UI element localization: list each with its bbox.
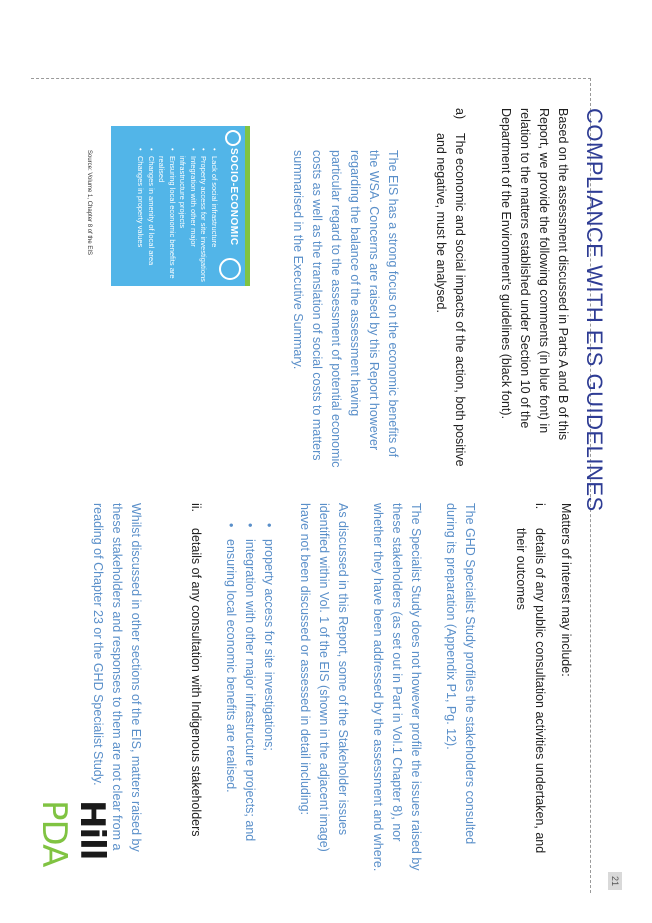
bullet-item: • integration with other major infrastructure projects; and: [240, 523, 259, 841]
infographic-item: • Property access for site investigations: [198, 148, 209, 286]
item-ii-text: details of any consultation with Indigenous stakeholders: [189, 528, 203, 837]
page-title: COMPLIANCE WITH EIS GUIDELINES: [582, 108, 607, 512]
page-number: 21: [608, 872, 622, 890]
item-a-label: a): [453, 108, 467, 120]
infographic-source: Source: Volume 1, Chapter 8 of the EIS: [86, 150, 92, 256]
item-i-comment-3: As discussed in this Report, some of the Stakeholder issues identified within Vol. 1 of the EIS (shown in the adjacent image) have not been discussed or assessed in detail including:: [298, 503, 350, 852]
item-i-comment-2: The Specialist Study does not however profile the issues raised by these stakeholders (as set out in Part in Vol.1 Chapter 8), nor whether they have been addressed by the assessment and where.: [371, 503, 423, 872]
item-a-text: The economic and social impacts of the action, both positive and negative, must be analysed.: [434, 133, 467, 467]
bullet-item: • ensuring local economic benefits are realised.: [221, 523, 240, 841]
socio-economic-icon: [225, 130, 241, 146]
logo-hill: Hill: [72, 800, 112, 860]
infographic-heading: SOCIO-ECONOMIC: [228, 148, 239, 246]
guideline-item-a: [431, 108, 469, 488]
item-i-text: details of any public consultation activities undertaken, and their outcomes: [514, 528, 547, 854]
infographic-item: • Changes in property values: [135, 148, 146, 286]
infographic-list: [135, 148, 219, 286]
intro-paragraph: Based on the assessment discussed in Parts A and B of this Report, we provide the following comments (in blue font) in relation to the matters established under Section 10 of the Department of the Environment’s guidelines (black font).: [499, 108, 570, 441]
logo-pda: PDA: [34, 800, 74, 867]
item-i-comment-1: The GHD Specialist Study profiles the stakeholders consulted during its preparation (Appendix P1, Pg. 12).: [444, 503, 477, 845]
infographic-item: • Ensuring local economic benefits are realised: [156, 148, 177, 286]
item-i-bullets: [221, 523, 278, 841]
item-ii-label: ii.: [189, 503, 203, 513]
item-a-comment: The EIS has a strong focus on the economic benefits of the WSA. Concerns are raised by this Report however regarding the balance of the assessment having particular regard to the assessment of potential economic costs as well as the translation of social costs to matters summarised in the Executive Summary.: [291, 150, 400, 468]
infographic-item: • Integration with other major infrastructure projects: [177, 148, 198, 286]
socio-economic-infographic: [111, 126, 250, 286]
item-i-label: i.: [533, 503, 547, 510]
item-ii-comment: Whilst discussed in other sections of the EIS, matters raised by these stakeholders and responses to them are not clear from a reading of Chapter 23 or the GHD Specialist Study.: [91, 503, 143, 852]
bullet-item: • property access for site investigations;: [259, 523, 278, 841]
people-icon: [219, 258, 241, 280]
infographic-item: • Lack of social infrastructure: [209, 148, 220, 286]
matters-heading: Matters of interest may include:: [559, 503, 573, 677]
infographic-item: • Changes in amenity of local area: [146, 148, 157, 286]
page-border-left: [31, 78, 591, 79]
